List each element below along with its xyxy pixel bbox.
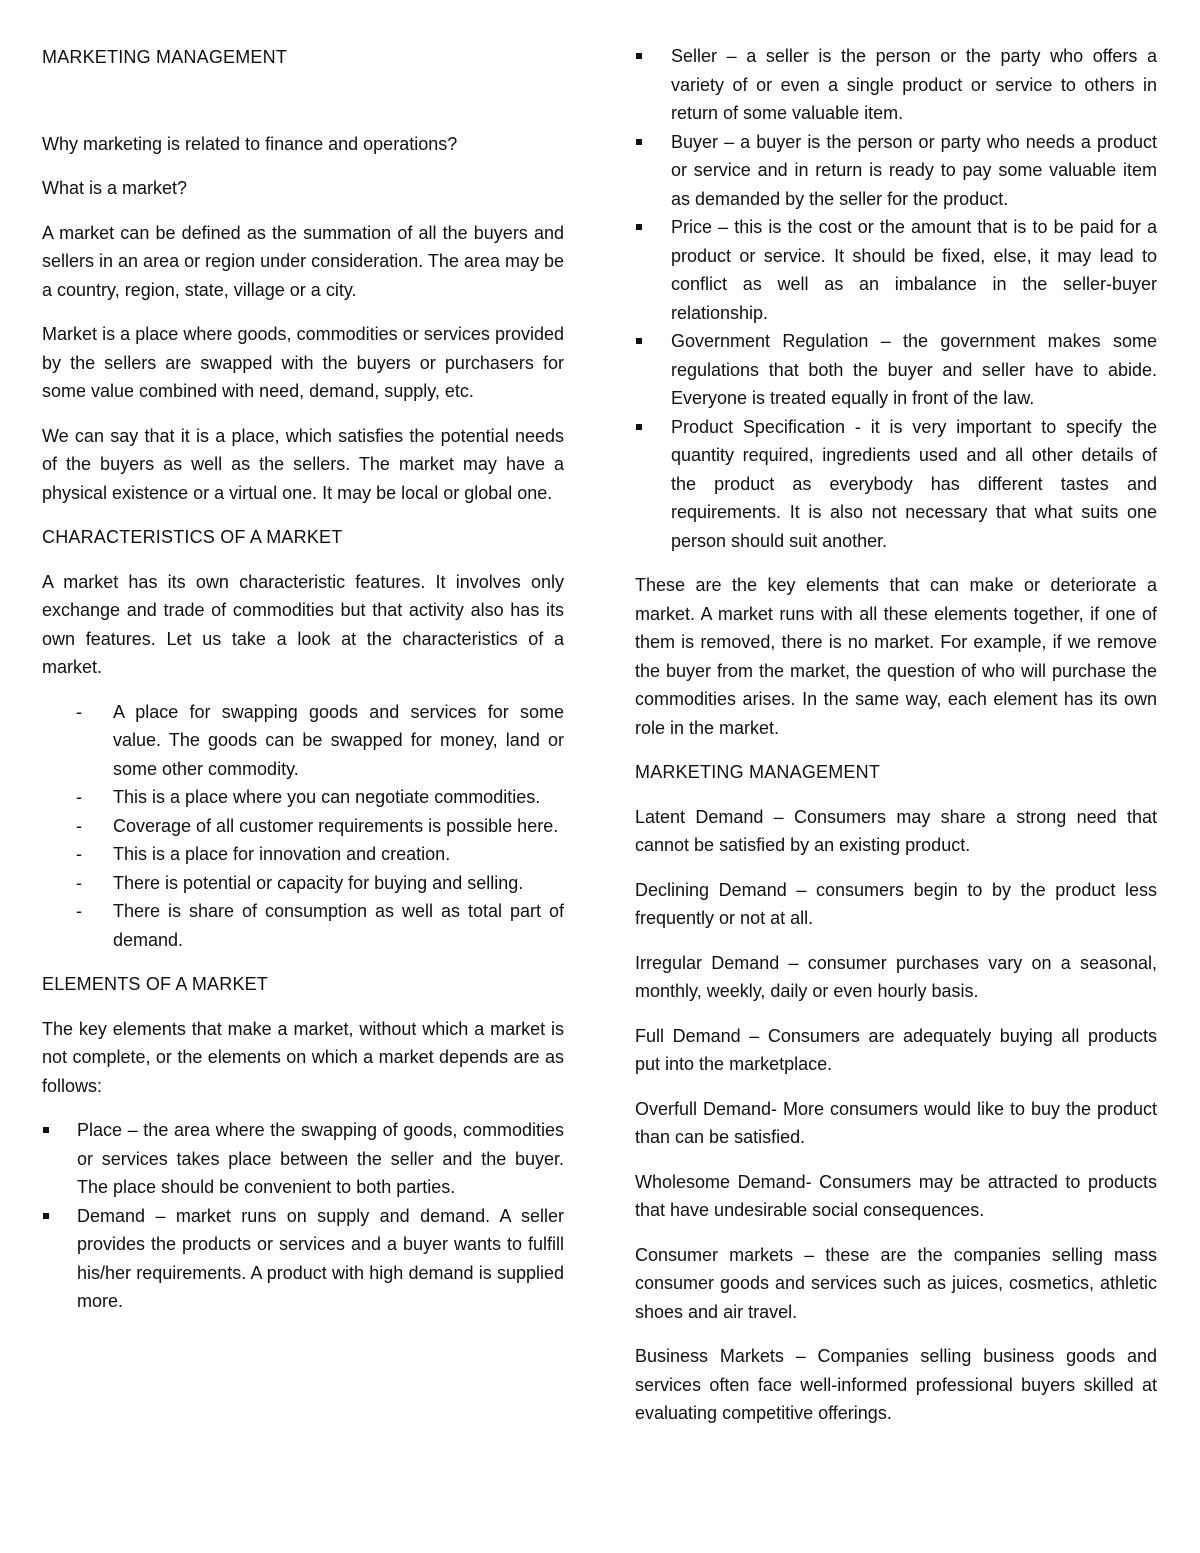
demand-wholesome: Wholesome Demand- Consumers may be attracted to products that have undesirable social consequences.: [635, 1171, 1157, 1220]
list-item-text: There is share of consumption as well as total part of demand.: [113, 901, 564, 950]
list-item-text: Government Regulation – the government makes some regulations that both the buyer and seller have to abide. Everyone is treated equally in front of the law.: [671, 331, 1157, 408]
list-item: [42, 812, 564, 841]
dash-marker: -: [76, 787, 82, 807]
list-item: [635, 413, 1157, 556]
dash-marker: -: [76, 872, 82, 893]
list-item-text: Buyer – a buyer is the person or party who needs a product or service and in return is ready to pay some valuable item as demanded by the seller for the product.: [671, 131, 1157, 209]
square-bullet-icon: [636, 338, 642, 344]
list-item-text: Coverage of all customer requirements is possible here.: [113, 815, 559, 836]
demand-full: Full Demand – Consumers are adequately buying all products put into the marketplace.: [635, 1025, 1157, 1074]
demand-overfull: Overfull Demand- More consumers would like to buy the product than can be satisfied.: [635, 1098, 1157, 1147]
square-bullet-icon: [636, 424, 642, 430]
list-item: [42, 840, 564, 869]
demand-irregular: Irregular Demand – consumer purchases vary on a seasonal, monthly, weekly, daily or even hourly basis.: [635, 952, 1157, 1001]
list-item-text: This is a place for innovation and creation.: [113, 844, 451, 864]
list-item: [42, 1116, 564, 1202]
dash-marker: -: [76, 815, 82, 836]
left-column: [42, 43, 564, 1332]
paragraph-market-place: Market is a place where goods, commodities or services provided by the sellers are swapped with the buyers or purchasers for some value combined with need, demand, supply, etc.: [42, 324, 564, 401]
list-item: [635, 213, 1157, 327]
list-item: [635, 128, 1157, 214]
list-item-text: Product Specification - it is very important to specify the quantity required, ingredients used and all other details of the product as everybody has different tastes and requirements. It is also not necessary that what suits one person should suit another.: [671, 416, 1157, 551]
square-bullet-icon: [636, 139, 642, 145]
list-item-text: Demand – market runs on supply and demand. A seller provides the products or services and a buyer wants to fulfill his/her requirements. A product with high demand is supplied more.: [77, 1205, 564, 1311]
square-bullet-icon: [43, 1127, 49, 1133]
square-bullet-icon: [43, 1213, 49, 1219]
list-item: [42, 783, 564, 812]
elements-heading: ELEMENTS OF A MARKET: [42, 974, 269, 994]
square-bullet-icon: [636, 53, 642, 59]
business-markets: Business Markets – Companies selling business goods and services often face well-informed professional buyers skilled at evaluating competitive offerings.: [635, 1346, 1157, 1423]
characteristics-intro: A market has its own characteristic features. It involves only exchange and trade of commodities but that activity also has its own features. Let us take a look at the characteristics of a market.: [42, 571, 564, 677]
question-what-is-market: What is a market?: [42, 178, 188, 198]
paragraph-market-definition: A market can be defined as the summation of all the buyers and sellers in an area or region under consideration. The area may be a country, region, state, village or a city.: [42, 222, 564, 300]
dash-marker: -: [76, 901, 82, 921]
elements-list-left: [42, 1116, 564, 1316]
characteristics-list: [42, 698, 564, 955]
list-item: [42, 698, 564, 784]
elements-summary: These are the key elements that can make or deteriorate a market. A market runs with all these elements together, if one of them is removed, there is no market. For example, if we remove the buyer from the market, the question of who will purchase the commodities arises. In the same way, each element has its own role in the market.: [635, 575, 1157, 738]
dash-marker: -: [76, 844, 82, 864]
list-item-text: There is potential or capacity for buying and selling.: [113, 872, 524, 893]
list-item-text: A place for swapping goods and services for some value. The goods can be swapped for money, land or some other commodity.: [113, 701, 564, 779]
consumer-markets: Consumer markets – these are the companies selling mass consumer goods and services such as juices, cosmetics, athletic shoes and air travel.: [635, 1244, 1157, 1322]
square-bullet-icon: [636, 224, 642, 230]
list-item-text: Place – the area where the swapping of goods, commodities or services takes place between the seller and the buyer. The place should be convenient to both parties.: [77, 1120, 564, 1197]
list-item-text: Price – this is the cost or the amount that is to be paid for a product or service. It should be fixed, else, it may lead to conflict as well as an imbalance in the seller-buyer relationship.: [671, 217, 1157, 323]
characteristics-heading: CHARACTERISTICS OF A MARKET: [42, 527, 343, 547]
list-item: [42, 897, 564, 954]
list-item: [42, 869, 564, 898]
right-column: [635, 42, 1157, 1444]
paragraph-market-needs: We can say that it is a place, which satisfies the potential needs of the buyers as well as the sellers. The market may have a physical existence or a virtual one. It may be local or global one.: [42, 425, 564, 503]
list-item: [635, 327, 1157, 413]
demand-latent: Latent Demand – Consumers may share a strong need that cannot be satisfied by an existing product.: [635, 806, 1157, 855]
list-item-text: Seller – a seller is the person or the party who offers a variety of or even a single product or service to others in return of some valuable item.: [671, 46, 1157, 123]
list-item: [42, 1202, 564, 1316]
document-title: MARKETING MANAGEMENT: [42, 47, 288, 67]
dash-marker: -: [76, 701, 82, 722]
list-item: [635, 42, 1157, 128]
elements-intro: The key elements that make a market, without which a market is not complete, or the elements on which a market depends are as follows:: [42, 1018, 564, 1096]
demand-declining: Declining Demand – consumers begin to by the product less frequently or not at all.: [635, 879, 1157, 928]
list-item-text: This is a place where you can negotiate commodities.: [113, 787, 541, 807]
elements-list-right: [635, 42, 1157, 555]
marketing-management-heading: MARKETING MANAGEMENT: [635, 762, 881, 782]
question-finance-operations: Why marketing is related to finance and operations?: [42, 133, 458, 154]
